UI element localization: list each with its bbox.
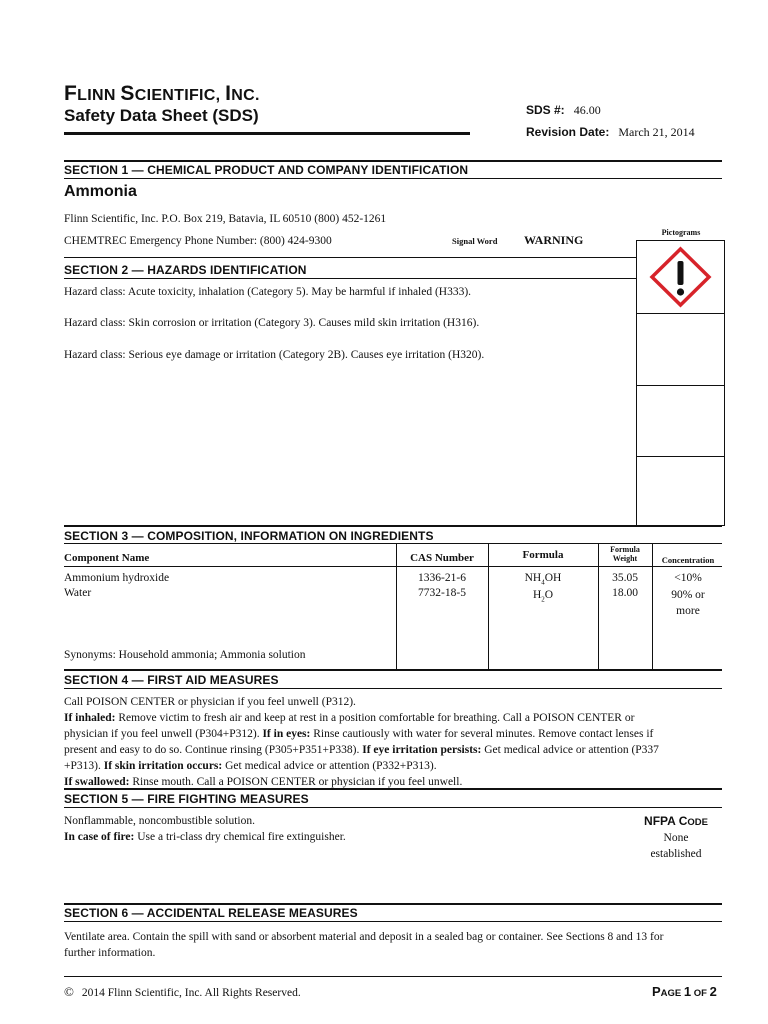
section-4-heading: SECTION 4 — FIRST AID MEASURES (64, 673, 279, 687)
pictogram-cell (637, 386, 724, 457)
pictogram-cell (637, 314, 724, 386)
section-5-heading: SECTION 5 — FIRE FIGHTING MEASURES (64, 792, 309, 806)
section-divider (64, 669, 722, 671)
formula-weight: 18.00 (612, 587, 638, 599)
page-number: PAGE 1 OF 2 (652, 984, 717, 999)
company-address: Flinn Scientific, Inc. P.O. Box 219, Batavia, IL 60510 (800) 452-1261 (64, 213, 387, 225)
hazard-line: Hazard class: Acute toxicity, inhalation (Category 5). May be harmful if inhaled (H333). (64, 286, 472, 298)
hazard-line: Hazard class: Serious eye damage or irritation (Category 2B). Causes eye irritation (H320). (64, 349, 485, 361)
concentration: <10% (674, 572, 702, 584)
section-divider (64, 160, 722, 162)
concentration: 90% or more (671, 589, 705, 617)
section-6-heading: SECTION 6 — ACCIDENTAL RELEASE MEASURES (64, 906, 358, 920)
chemical-name: Ammonia (64, 183, 137, 200)
section-divider (64, 788, 722, 790)
exclamation-mark-pictogram-icon (637, 241, 724, 313)
nfpa-code-label: NFPA CODE (644, 814, 708, 828)
signal-word: WARNING (524, 233, 584, 247)
table-row: Water (64, 587, 92, 599)
copyright: © 2014 Flinn Scientific, Inc. All Rights Reserved. (64, 984, 301, 999)
cas-number: 1336-21-6 (418, 572, 466, 584)
synonyms: Synonyms: Household ammonia; Ammonia solution (64, 649, 306, 661)
pictograms-label: Pictograms (661, 228, 701, 237)
section-divider (64, 921, 722, 922)
signal-word-label: Signal Word (452, 236, 498, 246)
sheet-title: Safety Data Sheet (SDS) (64, 106, 259, 125)
column-header-concentration: Concentration (661, 555, 715, 565)
section-divider (64, 257, 636, 258)
nfpa-code-value: None established (650, 832, 702, 860)
section-divider (64, 278, 636, 279)
hazard-line: Hazard class: Skin corrosion or irritation (Category 3). Causes mild skin irritation (H316). (64, 317, 480, 329)
section-1-heading: SECTION 1 — CHEMICAL PRODUCT AND COMPANY IDENTIFICATION (64, 163, 469, 177)
section-2-heading: SECTION 2 — HAZARDS IDENTIFICATION (64, 263, 307, 277)
section-divider (64, 903, 722, 905)
title-divider (64, 132, 470, 135)
section-divider (64, 525, 722, 527)
first-aid-text: Call POISON CENTER or physician if you feel unwell (P312). If inhaled: Remove victim to fresh air and keep at rest in a position comfortable for breathing. Call a POISON CENTER or physician if you feel unwell (P304+P312). If in eyes: Rinse cautiously with water for several minutes. Remove contact lenses if present and easy to do so. Continue rinsing (P305+P351+P338). If eye irritation persists: Get medical advice or attention (P337 +P313). If skin irritation occurs: Get medical advice or attention (P332+P313). If swallowed: Rinse mouth. Call a POISON CENTER or physician if you feel unwell. (64, 696, 659, 788)
copyright-icon: © (64, 984, 74, 999)
section-3-heading: SECTION 3 — COMPOSITION, INFORMATION ON INGREDIENTS (64, 529, 434, 543)
sds-number: SDS #: 46.00 (526, 103, 601, 117)
fire-text: Nonflammable, noncombustible solution. (64, 815, 256, 827)
footer-divider (64, 976, 722, 977)
column-header-cas: CAS Number (410, 552, 474, 564)
formula: $NH_4OH$ (524, 572, 562, 587)
fire-extinguisher-text: In case of fire: Use a tri-class dry chemical fire extinguisher. (64, 831, 346, 843)
formula: $H_2O$ (532, 589, 554, 604)
column-header-weight: Formula Weight (610, 545, 640, 563)
column-header-component: Component Name (64, 552, 150, 564)
pictogram-cell (637, 241, 724, 314)
formula-weight: 35.05 (612, 572, 638, 584)
table-header-divider (64, 566, 722, 567)
revision-date: Revision Date: March 21, 2014 (526, 125, 695, 139)
section-divider (64, 807, 722, 808)
section-divider (64, 688, 722, 689)
spill-text: Ventilate area. Contain the spill with sand or absorbent material and deposit in a sealed bag or container. See Sections 8 and 13 for further information. (64, 931, 664, 959)
company-name: FLINN SCIENTIFIC, INC. (64, 82, 260, 105)
emergency-phone: CHEMTREC Emergency Phone Number: (800) 424-9300 (64, 235, 332, 247)
pictogram-box (636, 240, 725, 526)
table-row: Ammonium hydroxide (64, 572, 170, 584)
section-divider (64, 543, 722, 544)
column-header-formula: Formula (522, 549, 564, 561)
section-divider (64, 178, 722, 179)
cas-number: 7732-18-5 (418, 587, 466, 599)
